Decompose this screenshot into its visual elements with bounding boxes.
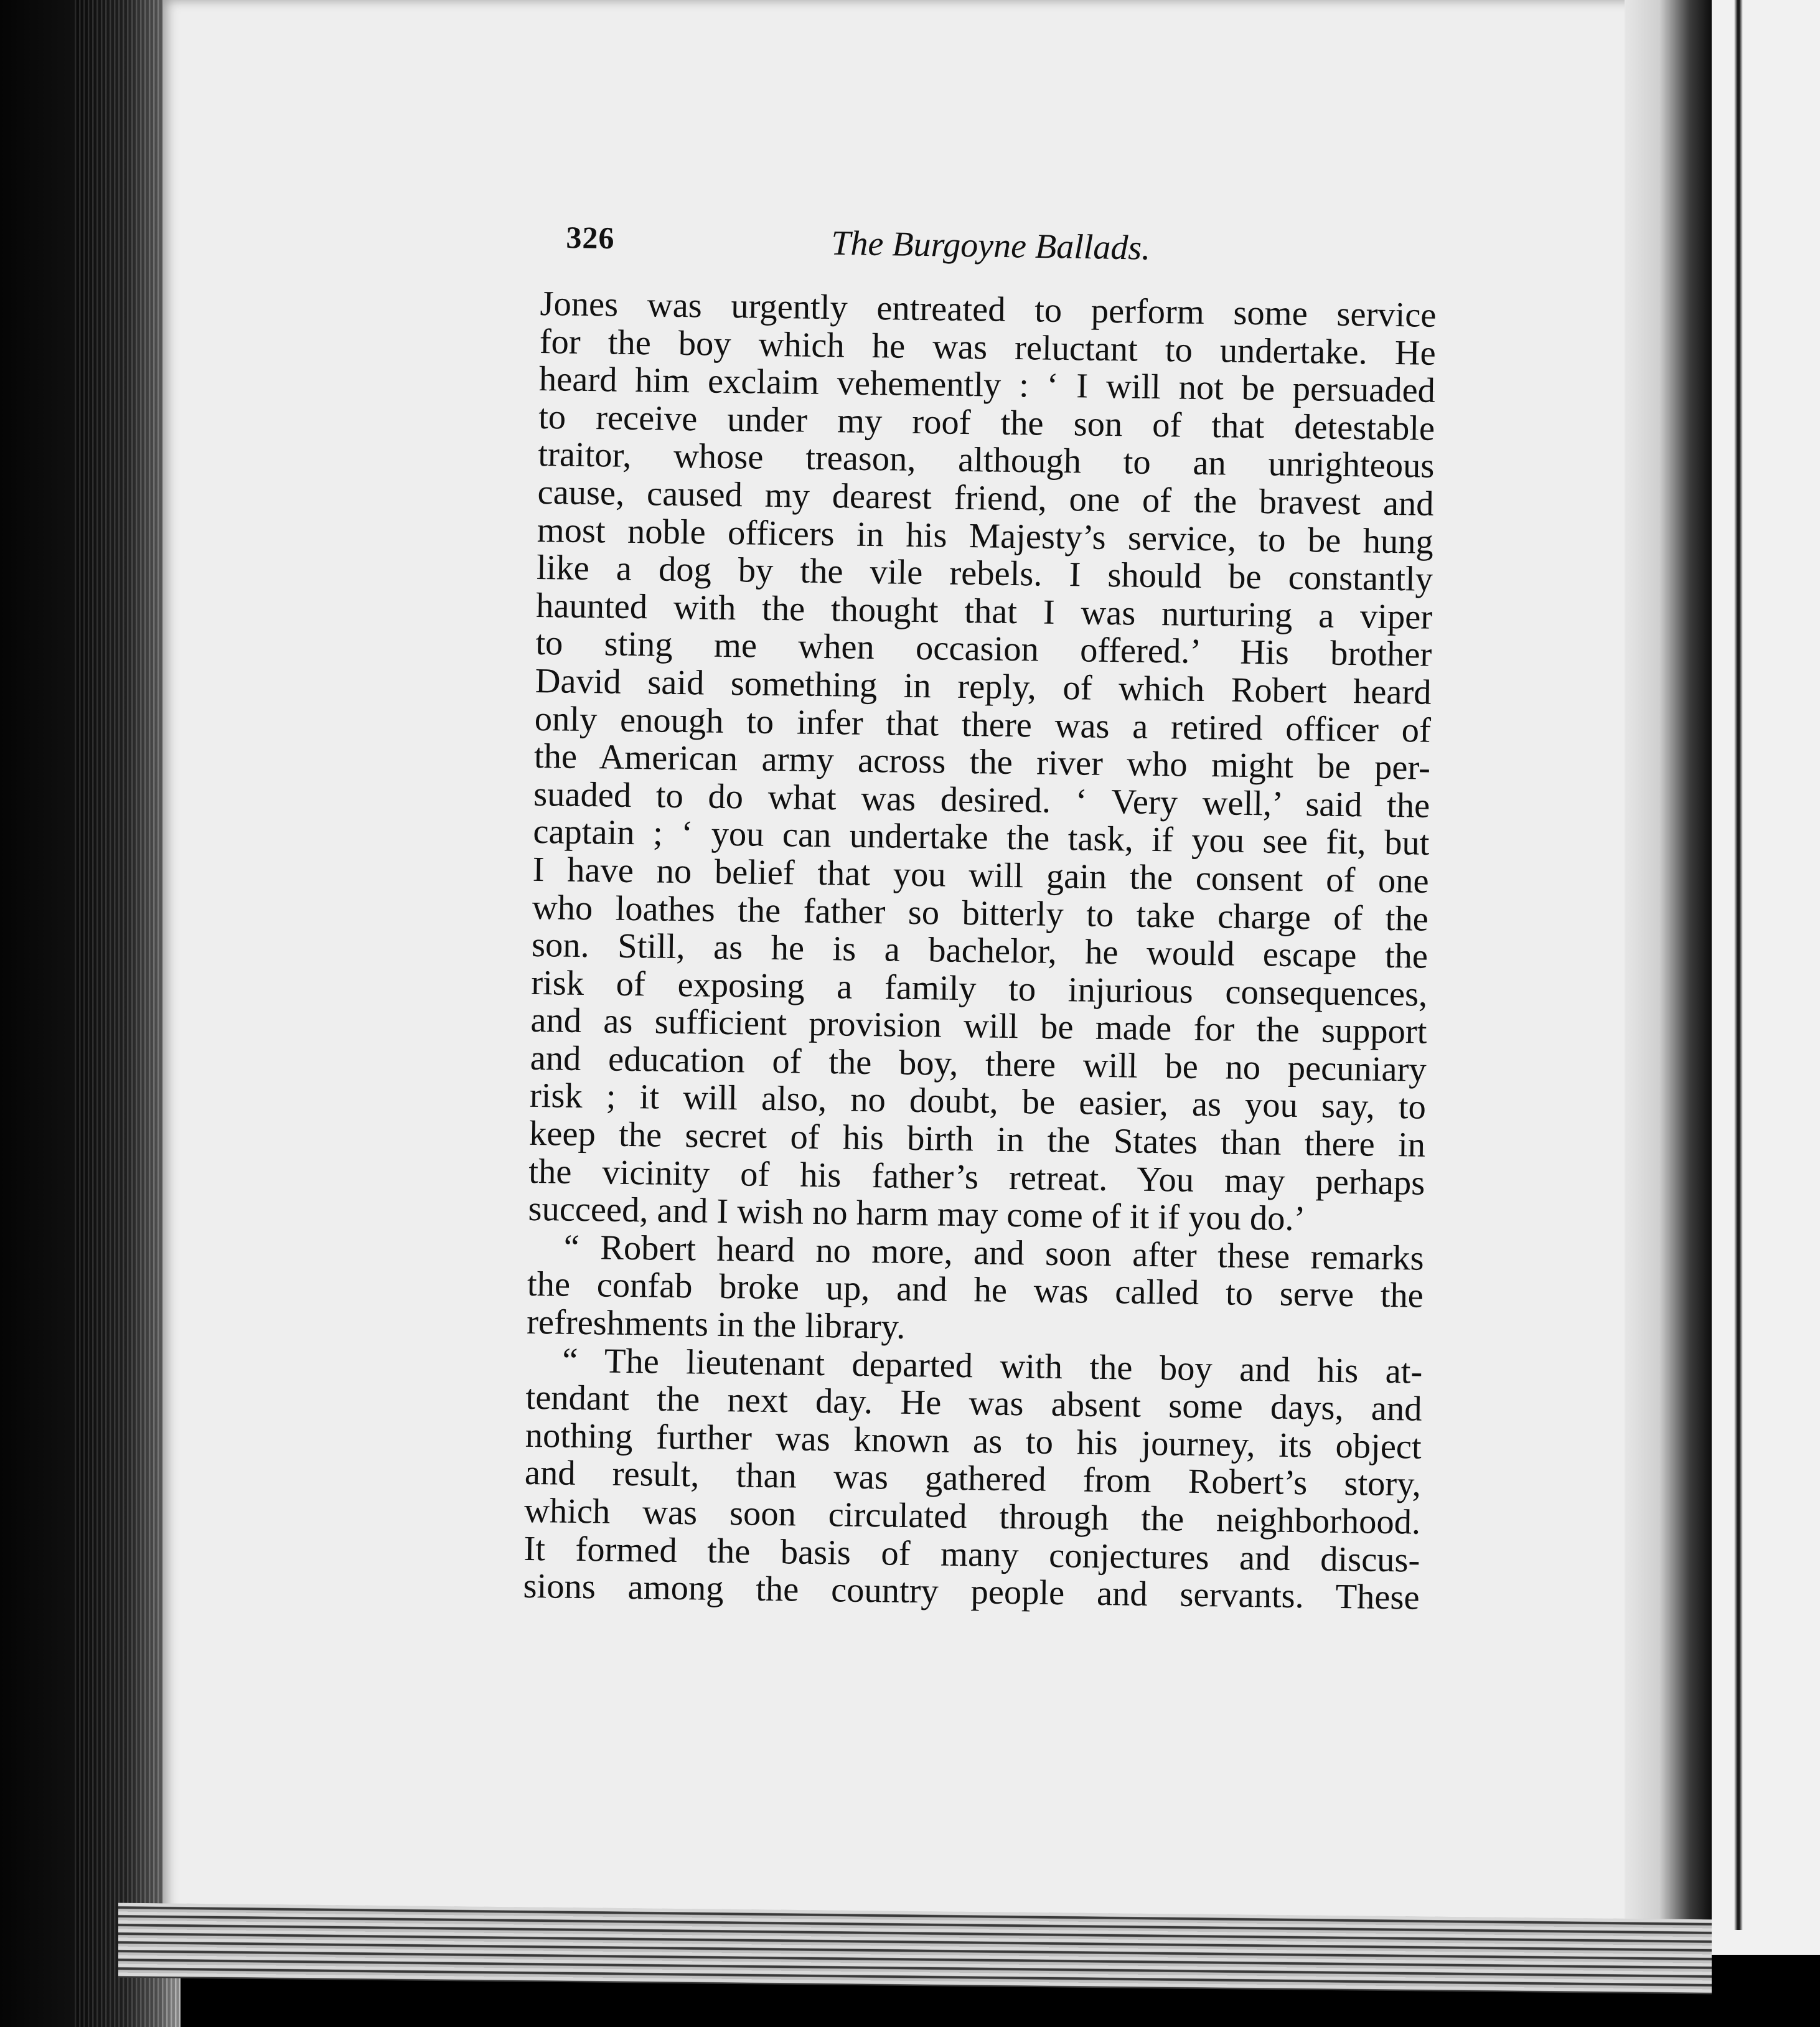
text-line: traitor, whose treason, although to an unrighteous — [538, 435, 1435, 486]
text-line: and result, than was gathered from Robert’s story, — [524, 1454, 1422, 1505]
book-left-edge — [0, 0, 181, 2027]
text-line: the confab broke up, and he was called to serve the — [527, 1265, 1424, 1316]
text-line: son. Still, as he is a bachelor, he would escape the — [531, 926, 1428, 976]
text-line: only enough to infer that there was a retired officer of — [534, 699, 1432, 750]
text-line: the vicinity of his father’s retreat. You may perhaps — [528, 1152, 1425, 1203]
text-line: Jones was urgently entreated to perform some service — [540, 285, 1437, 335]
text-line: and education of the boy, there will be no pecuniary — [530, 1038, 1427, 1089]
text-line: which was soon circulated through the neighborhood. — [523, 1491, 1421, 1542]
text-line: most noble officers in his Majesty’s service, to be hung — [537, 510, 1434, 562]
text-line: I have no belief that you will gain the consent of one — [532, 850, 1429, 901]
text-line: like a dog by the vile rebels. I should be constantly — [536, 548, 1433, 599]
text-line: risk ; it will also, no doubt, be easier, as you say, to — [529, 1076, 1427, 1127]
text-line: and as sufficient provision will be made for the support — [530, 1001, 1427, 1052]
text-line: the American army across the river who might be per- — [533, 737, 1431, 788]
paragraph-start-line: “ The lieutenant departed with the boy and his at- — [561, 1341, 1423, 1391]
text-line: keep the secret of his birth in the States than there in — [528, 1114, 1426, 1165]
text-line: nothing further was known as to his journey, its object — [525, 1416, 1422, 1467]
book-bottom-edge — [118, 1903, 1712, 1995]
text-line: for the boy which he was reluctant to undertake. He — [539, 322, 1437, 373]
text-line: heard him exclaim vehemently : ‘ I will not be persuaded — [538, 360, 1436, 411]
text-line: captain ; ‘ you can undertake the task, if you see fit, but — [533, 812, 1430, 863]
paragraph-end-line: refreshments in the library. — [526, 1302, 906, 1347]
text-line: cause, caused my dearest friend, one of the bravest and — [537, 473, 1434, 524]
text-line: to sting me when occasion offered.’ His brother — [535, 624, 1432, 675]
text-line: It formed the basis of many conjectures and discus- — [523, 1529, 1420, 1580]
paragraph-start-line: “ Robert heard no more, and soon after these remarks — [563, 1228, 1425, 1278]
text-line: haunted with the thought that I was nurturing a viper — [535, 586, 1433, 637]
text-line: David said something in reply, of which Robert heard — [535, 661, 1432, 712]
text-line: tendant the next day. He was absent some days, and — [525, 1378, 1422, 1429]
facing-page-edge — [1712, 0, 1820, 1955]
text-line: risk of exposing a family to injurious consequences, — [530, 963, 1428, 1014]
page-number: 326 — [566, 219, 615, 256]
paragraph-end-line: succeed, and I wish no harm may come of it if you do.’ — [528, 1190, 1306, 1239]
body-text — [523, 285, 1437, 1617]
running-head — [566, 219, 1214, 279]
text-line: suaded to do what was desired. ‘ Very well,’ said the — [533, 774, 1430, 825]
book-gutter — [1625, 0, 1712, 1955]
text-line: sions among the country people and servants. These — [523, 1567, 1420, 1617]
running-title: The Burgoyne Ballads. — [830, 223, 1151, 268]
text-line: to receive under my roof the son of that detestable — [538, 397, 1435, 448]
text-line: who loathes the father so bitterly to take charge of the — [532, 888, 1429, 939]
